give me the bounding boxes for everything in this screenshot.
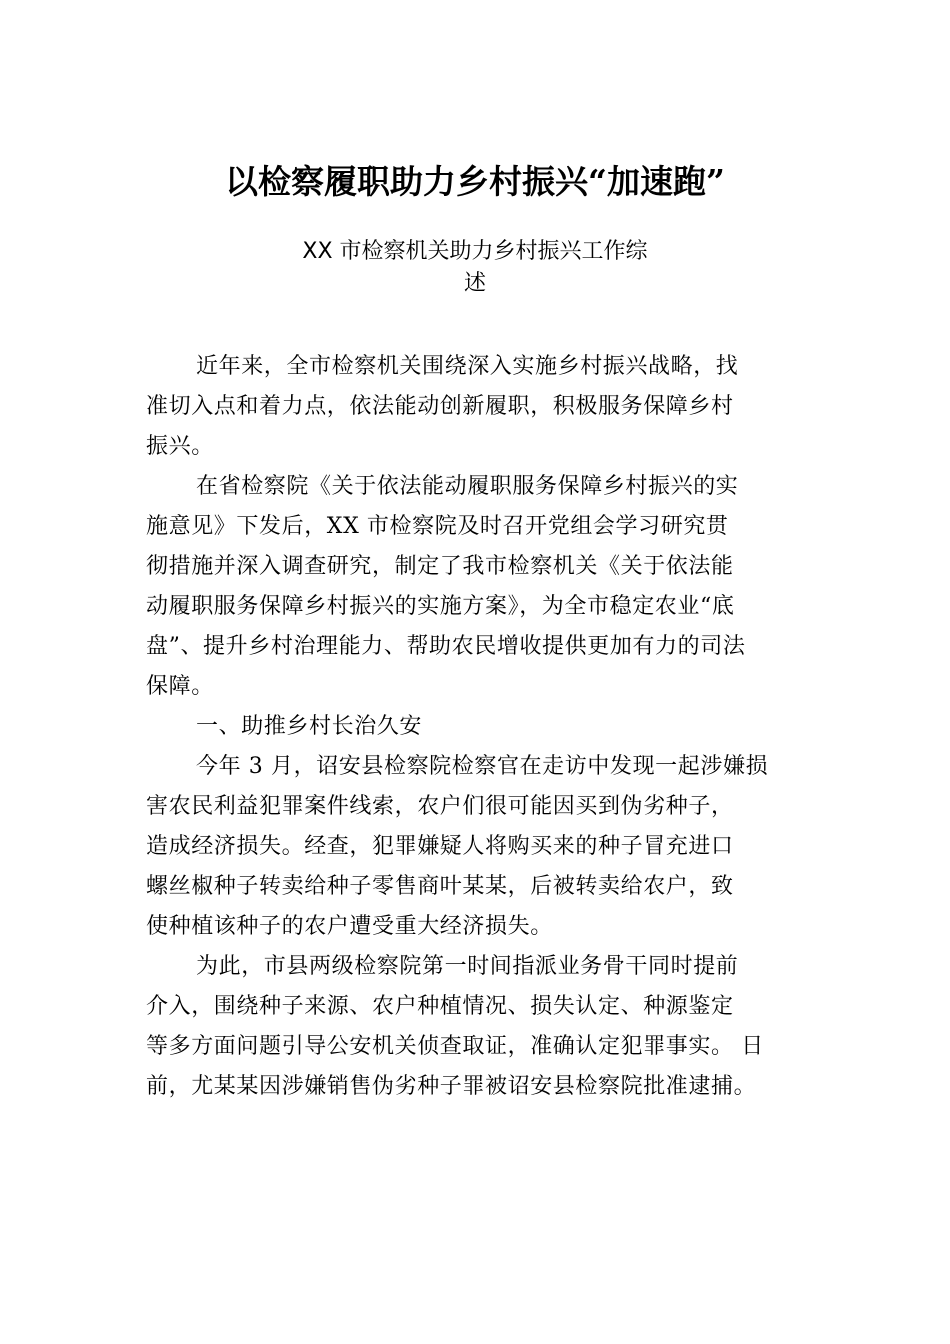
body-line-1: 近年来，全市检察机关围绕深入实施乡村振兴战略，找 xyxy=(196,354,739,379)
body-line-7: 动履职服务保障乡村振兴的实施方案》，为全市稳定农业“底 xyxy=(146,594,735,619)
body-line-11: 今年 3 月，诏安县检察院检察官在走访中发现一起涉嫌损 xyxy=(196,754,769,779)
body-line-14: 螺丝椒种子转卖给种子零售商叶某某，后被转卖给农户，致 xyxy=(146,874,734,899)
section-heading-1: 一、助推乡村长治久安 xyxy=(196,714,423,739)
body-line-8: 盘”、提升乡村治理能力、帮助农民增收提供更加有力的司法 xyxy=(146,634,746,659)
body-line-2: 准切入点和着力点，依法能动创新履职，积极服务保障乡村 xyxy=(146,394,734,419)
document-subtitle xyxy=(250,236,700,300)
body-line-13: 造成经济损失。经查，犯罪嫌疑人将购买来的种子冒充进口 xyxy=(146,834,734,859)
body-line-9: 保障。 xyxy=(146,674,214,699)
body-line-18: 等多方面问题引导公安机关侦查取证，准确认定犯罪事实。 日 xyxy=(146,1034,764,1059)
body-line-3: 振兴。 xyxy=(146,434,214,459)
body-line-6: 彻措施并深入调查研究，制定了我市检察机关《关于依法能 xyxy=(146,554,734,579)
subtitle-line-2: 述 xyxy=(463,271,486,296)
body-line-15: 使种植该种子的农户遭受重大经济损失。 xyxy=(146,914,553,939)
subtitle-line-1: XX 市检察机关助力乡村振兴工作综 xyxy=(302,239,648,264)
body-line-12: 害农民利益犯罪案件线索，农户们很可能因买到伪劣种子， xyxy=(146,794,734,819)
document-title: 以检察履职助力乡村振兴“加速跑” xyxy=(225,162,725,201)
body-line-4: 在省检察院《关于依法能动履职服务保障乡村振兴的实 xyxy=(196,474,739,499)
body-line-19: 前，尤某某因涉嫌销售伪劣种子罪被诏安县检察院批准逮捕。 xyxy=(146,1074,757,1099)
body-line-16: 为此，市县两级检察院第一时间指派业务骨干同时提前 xyxy=(196,954,739,979)
body-line-5: 施意见》下发后，XX 市检察院及时召开党组会学习研究贯 xyxy=(146,514,729,539)
body-line-17: 介入，围绕种子来源、农户种植情况、损失认定、种源鉴定 xyxy=(146,994,734,1019)
